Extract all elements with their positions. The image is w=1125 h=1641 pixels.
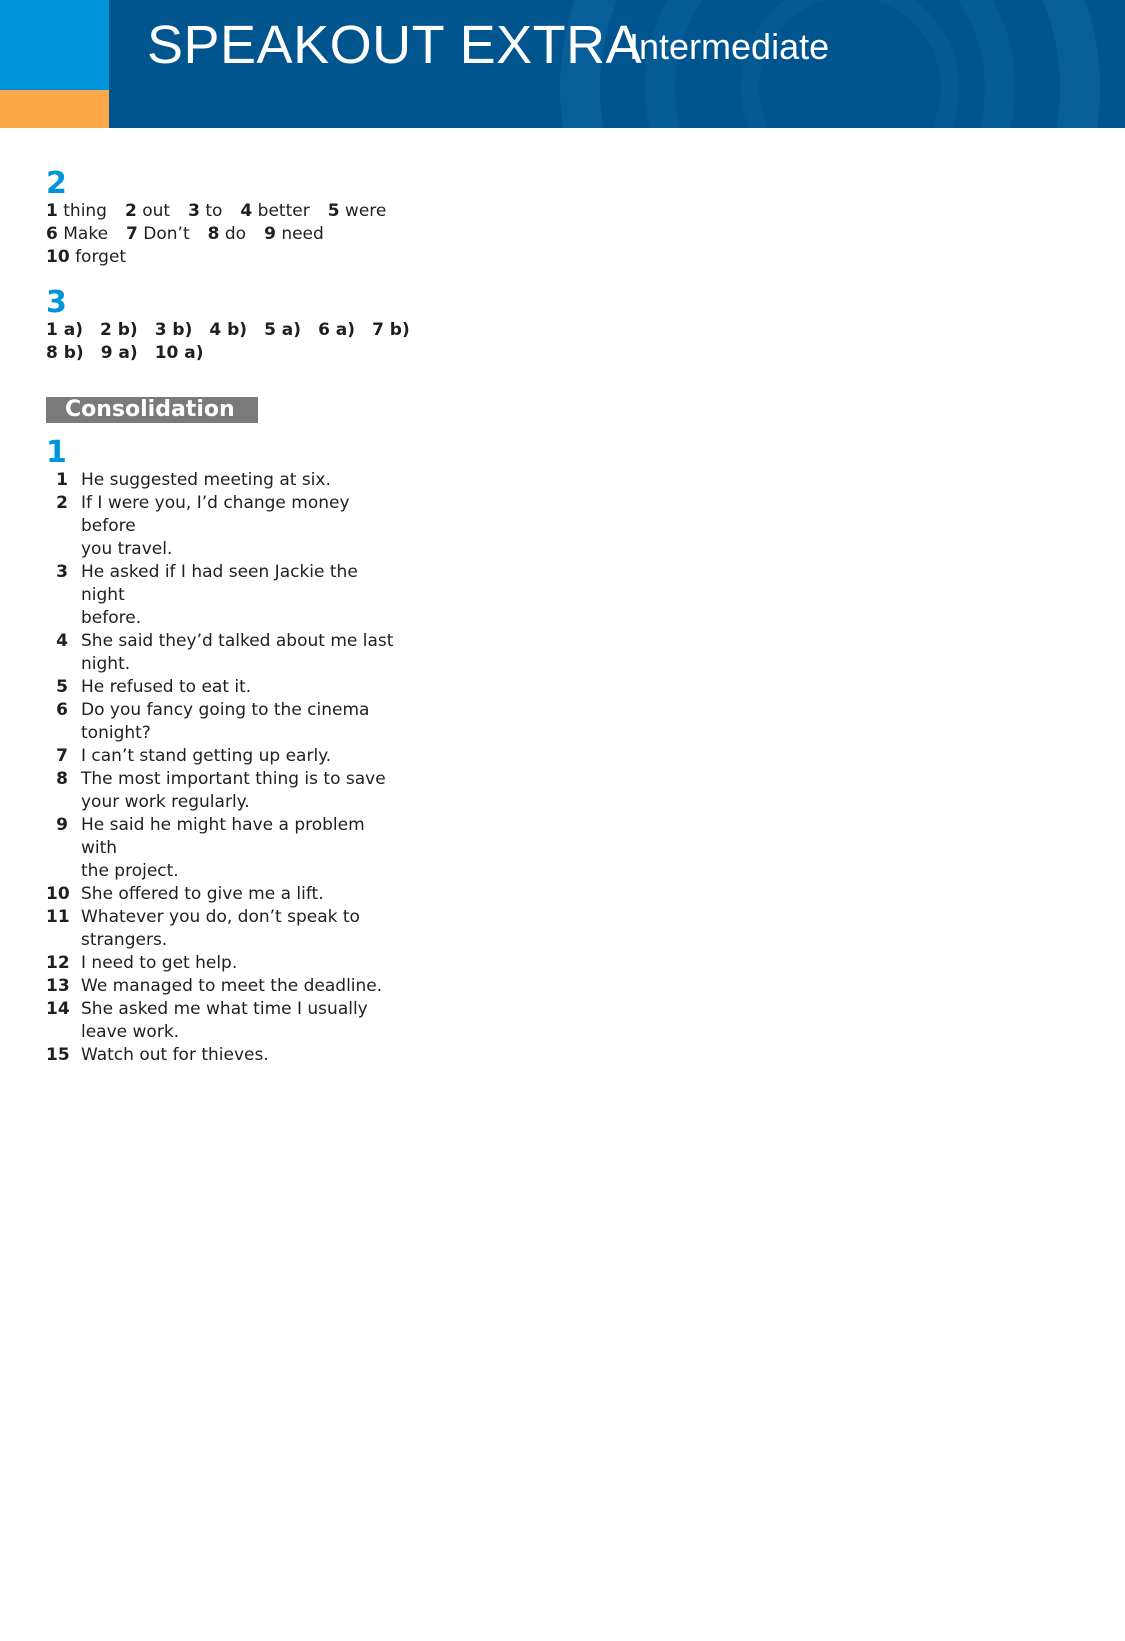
answer-item: [46, 223, 108, 246]
item-text-line: If I were you, I’d change money before: [81, 493, 350, 536]
item-text-line: He asked if I had seen Jackie the night: [81, 562, 358, 605]
page-header: [0, 0, 1125, 128]
answer-text: out: [136, 201, 171, 221]
item-number: 1: [56, 470, 68, 490]
answer-item: 2 b): [100, 320, 138, 340]
item-number: 4: [56, 631, 68, 651]
answer-item: [264, 223, 324, 246]
item-number: 3: [56, 562, 68, 582]
answer-text: to: [199, 201, 223, 221]
answer-item: 1 a): [46, 320, 83, 340]
list-item: [46, 469, 406, 492]
answer-row: [46, 246, 406, 269]
answer-number: 4: [240, 201, 253, 221]
answer-number: 1: [46, 201, 58, 221]
item-text-line: you travel.: [81, 539, 173, 559]
item-text-line: before.: [81, 608, 142, 628]
item-number: 15: [46, 1045, 70, 1065]
item-number: 10: [46, 884, 70, 904]
list-item: [46, 906, 406, 952]
answer-item: [208, 223, 246, 246]
item-text-line: tonight?: [81, 723, 151, 743]
answer-item: 5 a): [264, 320, 302, 340]
list-item: [46, 492, 406, 561]
item-text-line: He said he might have a problem with: [81, 815, 365, 858]
item-text-line: Watch out for thieves.: [81, 1045, 269, 1065]
item-number: 12: [46, 953, 70, 973]
item-text-line: I can’t stand getting up early.: [81, 746, 332, 766]
level-title: Intermediate: [629, 26, 830, 67]
item-number: 14: [46, 999, 70, 1019]
list-item: [46, 699, 406, 745]
list-item: [46, 952, 406, 975]
item-text-line: the project.: [81, 861, 179, 881]
answer-item: [46, 200, 107, 223]
answer-item: 4 b): [209, 320, 248, 340]
item-number: 8: [56, 769, 68, 789]
answer-text: thing: [57, 201, 107, 221]
item-text-line: I need to get help.: [81, 953, 238, 973]
answer-row: [46, 200, 406, 223]
answer-row: [46, 319, 410, 342]
answer-number: 7: [126, 224, 138, 244]
item-text-line: The most important thing is to save: [81, 769, 386, 789]
item-text-line: She said they’d talked about me last: [81, 631, 394, 651]
item-number: 11: [46, 907, 70, 927]
exercise-number: 1: [46, 435, 67, 470]
list-item: [46, 814, 406, 883]
item-text-line: Whatever you do, don’t speak to: [81, 907, 360, 927]
exercise-number: 2: [46, 166, 67, 201]
item-number: 5: [56, 677, 68, 697]
answer-item: [240, 200, 309, 223]
list-item: [46, 561, 406, 630]
answer-item: 7 b): [372, 320, 410, 340]
exercise-number: 3: [46, 285, 67, 320]
answer-number: 10: [46, 247, 70, 267]
list-item: [46, 676, 406, 699]
item-number: 2: [56, 493, 68, 513]
answer-key: [46, 166, 410, 1067]
answer-number: 9: [264, 224, 276, 244]
item-number: 13: [46, 976, 70, 996]
list-item: [46, 630, 406, 676]
item-text-line: He suggested meeting at six.: [81, 470, 331, 490]
answer-text: forget: [69, 247, 127, 267]
exercise-2-answers: [46, 200, 406, 269]
consolidation-answer-list: [46, 469, 406, 1067]
list-item: [46, 998, 406, 1044]
item-text-line: He refused to eat it.: [81, 677, 252, 697]
item-text-line: Do you fancy going to the cinema: [81, 700, 370, 720]
section-heading: Consolidation: [46, 397, 258, 423]
list-item: [46, 975, 406, 998]
answer-item: 9 a): [100, 343, 138, 363]
item-text-line: leave work.: [81, 1022, 180, 1042]
answer-item: [126, 223, 190, 246]
list-item: [46, 1044, 406, 1067]
answer-row: [46, 223, 406, 246]
item-text-line: We managed to meet the deadline.: [81, 976, 383, 996]
answer-number: 2: [124, 201, 137, 221]
header-orange-block: [0, 90, 109, 128]
answer-item: [328, 200, 387, 223]
answer-item: 3 b): [154, 320, 193, 340]
answer-text: better: [252, 201, 310, 221]
list-item: [46, 883, 406, 906]
answer-text: Make: [57, 224, 109, 244]
answer-number: 5: [327, 201, 340, 221]
answer-item: 8 b): [46, 343, 84, 363]
item-text-line: She asked me what time I usually: [81, 999, 368, 1019]
answer-item: 6 a): [318, 320, 356, 340]
item-text-line: your work regularly.: [81, 792, 250, 812]
answer-item: [46, 246, 126, 269]
answer-item: [125, 200, 170, 223]
item-number: 9: [56, 815, 68, 835]
item-number: 7: [56, 746, 68, 766]
list-item: [46, 768, 406, 814]
item-text-line: strangers.: [81, 930, 168, 950]
answer-text: need: [275, 224, 324, 244]
brand-title: SPEAKOUT EXTRA: [147, 15, 643, 75]
item-number: 6: [56, 700, 68, 720]
answer-item: 10 a): [154, 343, 204, 363]
answer-row: [46, 342, 406, 365]
item-text-line: She offered to give me a lift.: [81, 884, 324, 904]
answer-number: 3: [188, 201, 200, 221]
answer-number: 8: [207, 224, 220, 244]
answer-text: were: [339, 201, 387, 221]
answer-number: 6: [46, 224, 58, 244]
item-text-line: night.: [81, 654, 131, 674]
header-blue-block: [0, 0, 109, 90]
exercise-3-answers: [46, 319, 410, 365]
answer-text: Don’t: [137, 224, 190, 244]
answer-item: [188, 200, 222, 223]
answer-text: do: [219, 224, 247, 244]
list-item: [46, 745, 406, 768]
